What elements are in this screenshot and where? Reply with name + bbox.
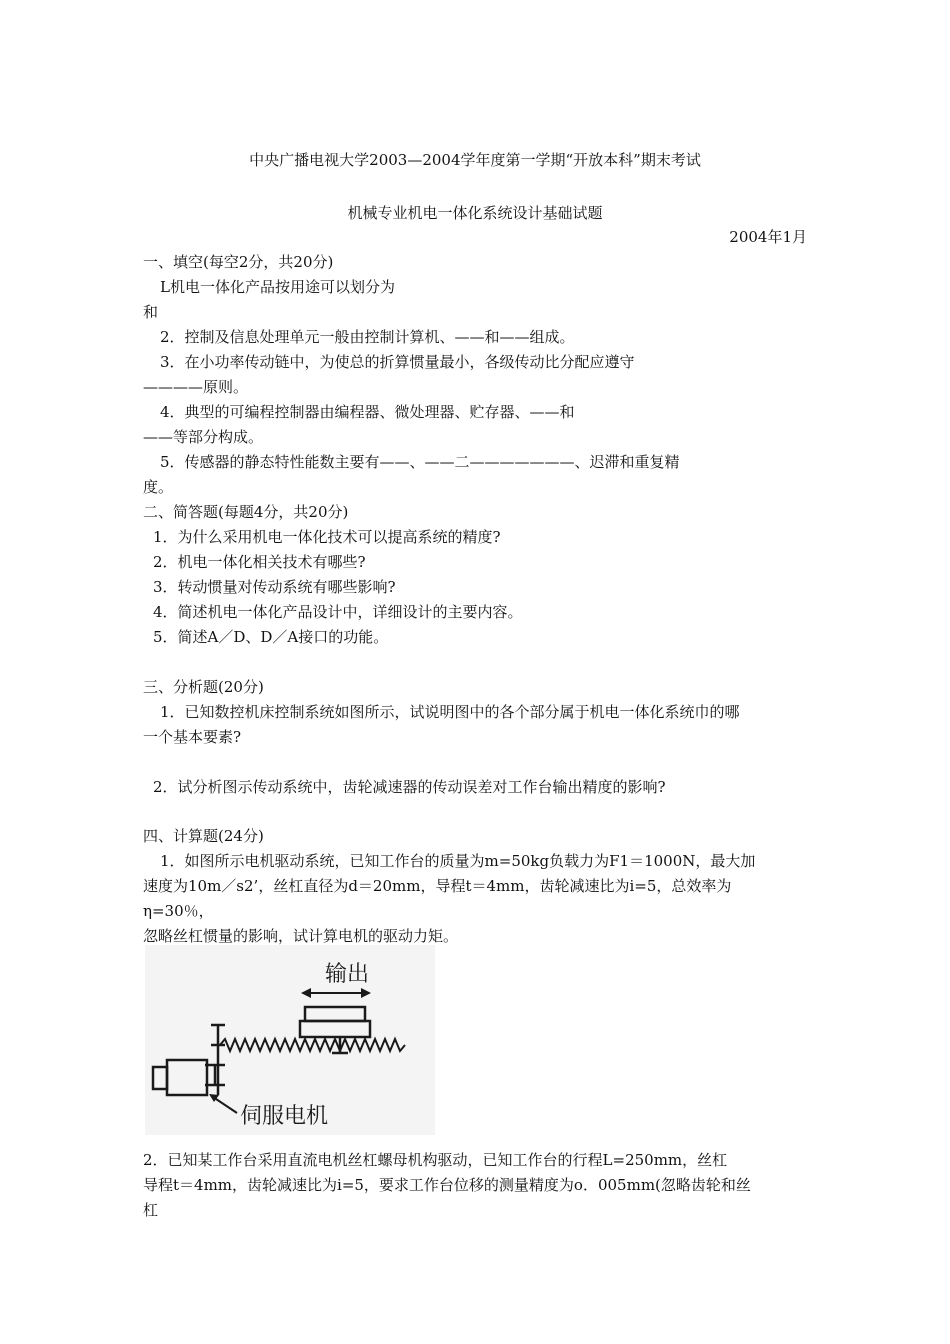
section-heading: 二、简答题(每题4分，共20分) <box>143 503 349 521</box>
exam-title: 中央广播电视大学2003—2004学年度第一学期“开放本科”期末考试 <box>249 151 701 169</box>
question-text: L机电一体化产品按用途可以划分为 <box>160 278 395 296</box>
motor-label: 伺服电机 <box>240 1104 329 1129</box>
question-text: 忽略丝杠惯量的影响，试计算电机的驱动力矩。 <box>143 927 459 945</box>
question-text: 2．控制及信息处理单元一般由控制计算机、——和——组成。 <box>160 328 575 346</box>
question-text: 导程t＝4mm，齿轮减速比为i=5，要求工作台位移的测量精度为o．005mm(忽略齿轮和丝 <box>143 1176 751 1194</box>
question-text: 1．为什么采用机电一体化技术可以提高系统的精度? <box>153 528 501 546</box>
question-text: 度。 <box>143 478 174 496</box>
question-text: 3．转动惯量对传动系统有哪些影响? <box>153 578 396 596</box>
question-text: 速度为10m／s2’，丝杠直径为d＝20mm，导程t＝4mm，齿轮减速比为i=5，总效率为 <box>143 877 732 895</box>
question-text: 3．在小功率传动链中，为使总的折算惯量最小，各级传动比分配应遵守 <box>160 353 635 371</box>
question-text: 1．如图所示电机驱动系统，已知工作台的质量为m=50kg负载力为F1＝1000N，最大加 <box>160 852 756 870</box>
leadscrew <box>220 1039 405 1051</box>
question-text: 2．试分析图示传动系统中，齿轮减速器的传动误差对工作台输出精度的影响? <box>153 778 666 796</box>
question-text: 4．典型的可编程控制器由编程器、微处理器、贮存器、——和 <box>160 403 575 421</box>
double-arrow-icon <box>301 988 371 998</box>
pointer-arrow-icon <box>209 1094 237 1113</box>
output-label: 输出 <box>325 962 370 987</box>
question-text: ————原则。 <box>143 378 249 396</box>
figure-drawing <box>145 945 435 1135</box>
question-text: 杠 <box>143 1201 159 1219</box>
question-text: η=30％， <box>143 902 214 920</box>
question-text: 1．已知数控机床控制系统如图所示，试说明图中的各个部分属于机电一体化系统巾的哪 <box>160 703 740 721</box>
question-text: 5．传感器的静态特性能数主要有——、——二———————、迟滞和重复精 <box>160 453 680 471</box>
servo-motor <box>153 1060 207 1095</box>
question-text: 4．简述机电一体化产品设计中，详细设计的主要内容。 <box>153 603 523 621</box>
question-text: 5．简述A／D、D／A接口的功能。 <box>153 628 389 646</box>
question-text: 2．机电一体化相关技术有哪些? <box>153 553 366 571</box>
exam-subtitle: 机械专业机电一体化系统设计基础试题 <box>347 204 603 222</box>
question-text: 2．已知某工作台采用直流电机丝杠螺母机构驱动，已知工作台的行程L=250mm，丝杠 <box>143 1151 728 1169</box>
worktable <box>300 1007 370 1053</box>
question-text: 一个基本要素? <box>143 728 242 746</box>
servo-drive-figure <box>145 945 435 1135</box>
question-text: ——等部分构成。 <box>143 428 264 446</box>
question-text: 和 <box>143 303 159 321</box>
section-heading: 一、填空(每空2分，共20分) <box>143 253 334 271</box>
section-heading: 三、分析题(20分) <box>143 678 264 696</box>
section-heading: 四、计算题(24分) <box>143 827 264 845</box>
exam-date: 2004年1月 <box>729 228 807 246</box>
